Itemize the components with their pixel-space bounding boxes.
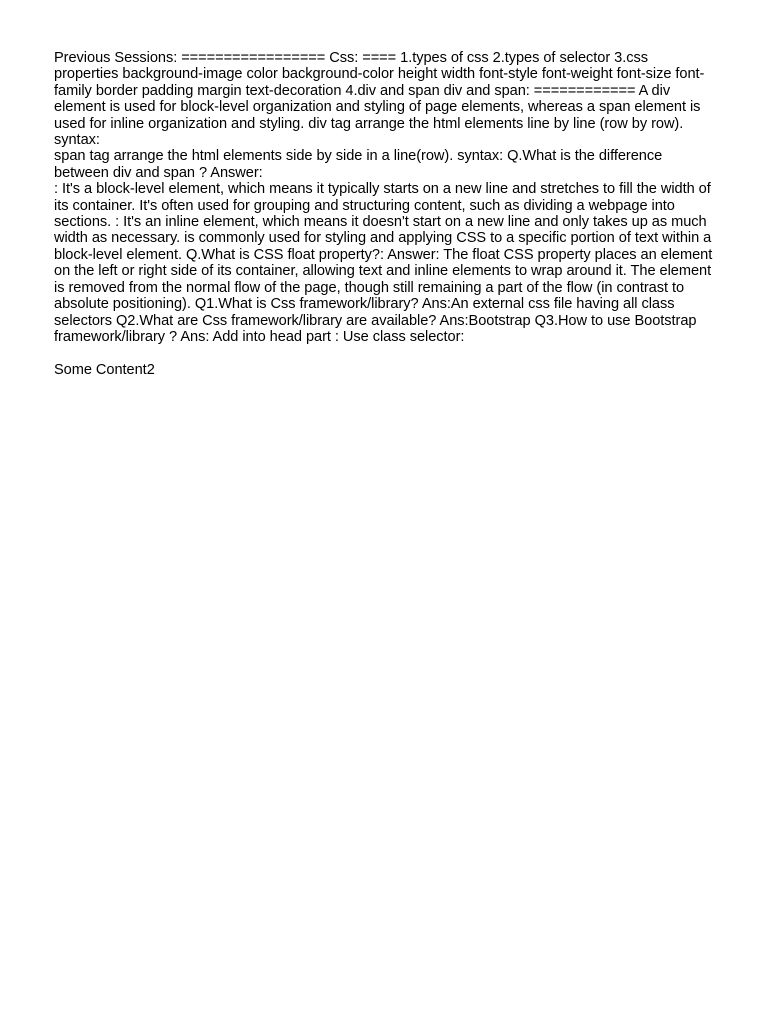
div-span-answer-paragraph: : It's a block-level element, which means it typically starts on a new line and stretches to fill the width of its container. It's often used for grouping and structuring content, such as dividing a webpage into sections. : It's an inline element, which means it doesn't start on a new line and only takes up as much width as necessary. is commonly used for styling and applying CSS to a specific portion of text within a block-level element. Q.What is CSS float property?: Answer: The float CSS property places an element on the left or right side of its container, allowing text and inline elements to wrap around it. The element is removed from the normal flow of the page, though still remaining a part of the flow (in contrast to absolute positioning). Q1.What is Css framework/library? Ans:An external css file having all class selectors Q2.What are Css framework/library are available? Ans:Bootstrap Q3.How to use Bootstrap framework/library ? Ans: Add into head part : Use class selector: [54, 181, 713, 345]
span-syntax-paragraph: span tag arrange the html elements side by side in a line(row). syntax: Q.What is the difference between div and span ? Answer: [54, 148, 663, 181]
blank-line [54, 345, 714, 361]
previous-sessions-paragraph: Previous Sessions: ================= Css: ==== 1.types of css 2.types of selector 3.css properties background-image color background-color height width font-style font-weight font-size font-family border padding margin text-decoration 4.div and span div and span: ============ A div element is used for block-level organization and styling of page elements, whereas a span element is used for inline organization and styling. div tag arrange the html elements line by line (row by row). syntax: [54, 50, 705, 149]
some-content-text: Some Content2 [54, 361, 155, 378]
document-body [54, 50, 714, 378]
